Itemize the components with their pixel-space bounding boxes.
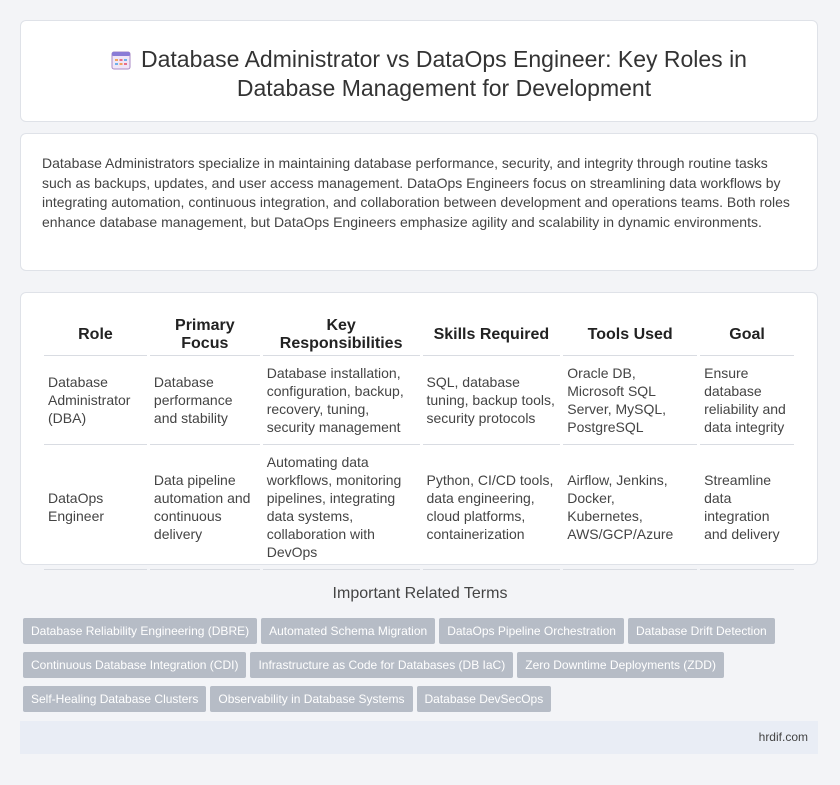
related-term-tag[interactable]: DataOps Pipeline Orchestration [439, 618, 624, 644]
table-cell: Automating data workflows, monitoring pipelines, integrating data systems, collaboration with DevOps [263, 445, 420, 570]
intro-card [20, 133, 818, 271]
header-key-responsibilities: Key Responsibilities [263, 315, 420, 356]
table-cell: Data pipeline automation and continuous delivery [150, 445, 260, 570]
related-terms-list [23, 618, 783, 720]
header-role: Role [44, 315, 147, 356]
table-cell: DataOps Engineer [44, 445, 147, 570]
related-term-tag[interactable]: Automated Schema Migration [261, 618, 435, 644]
page-title: Database Administrator vs DataOps Engineer: Key Roles in Database Management for Development [141, 46, 747, 101]
table-cell: Database Administrator (DBA) [44, 356, 147, 445]
table-cell: Streamline data integration and delivery [700, 445, 794, 570]
header-primary-focus: Primary Focus [150, 315, 260, 356]
related-term-tag[interactable]: Zero Downtime Deployments (ZDD) [517, 652, 724, 678]
table-cell: Ensure database reliability and data integrity [700, 356, 794, 445]
related-term-tag[interactable]: Observability in Database Systems [210, 686, 412, 712]
table-row [44, 356, 794, 445]
table-cell: SQL, database tuning, backup tools, security protocols [423, 356, 561, 445]
header-tools-used: Tools Used [563, 315, 697, 356]
comparison-table-card [20, 292, 818, 565]
header-skills-required: Skills Required [423, 315, 561, 356]
related-term-tag[interactable]: Infrastructure as Code for Databases (DB IaC) [250, 652, 513, 678]
header-goal: Goal [700, 315, 794, 356]
intro-paragraph: Database Administrators specialize in maintaining database performance, security, and integrity through routine tasks such as backups, updates, and user access management. DataOps Engineers focus on streamlining data workflows by integrating automation, continuous integration, and collaboration between development and operations teams. Both roles enhance database management, but DataOps Engineers emphasize agility and scalability in dynamic environments. [42, 155, 790, 230]
table-cell: Airflow, Jenkins, Docker, Kubernetes, AWS/GCP/Azure [563, 445, 697, 570]
table-cell: Python, CI/CD tools, data engineering, cloud platforms, containerization [423, 445, 561, 570]
table-cell: Database performance and stability [150, 356, 260, 445]
footer [20, 721, 818, 754]
comparison-table [41, 315, 797, 570]
related-term-tag[interactable]: Database Reliability Engineering (DBRE) [23, 618, 257, 644]
title-card [20, 20, 818, 122]
table-cell: Oracle DB, Microsoft SQL Server, MySQL, PostgreSQL [563, 356, 697, 445]
related-term-tag[interactable]: Database Drift Detection [628, 618, 775, 644]
footer-site-link[interactable]: hrdif.com [758, 730, 808, 744]
related-term-tag[interactable]: Continuous Database Integration (CDI) [23, 652, 246, 678]
related-term-tag[interactable]: Self-Healing Database Clusters [23, 686, 206, 712]
table-cell: Database installation, configuration, backup, recovery, tuning, security management [263, 356, 420, 445]
related-term-tag[interactable]: Database DevSecOps [417, 686, 552, 712]
table-row [44, 445, 794, 570]
table-header-row [44, 315, 794, 356]
related-terms-title: Important Related Terms [332, 585, 508, 602]
